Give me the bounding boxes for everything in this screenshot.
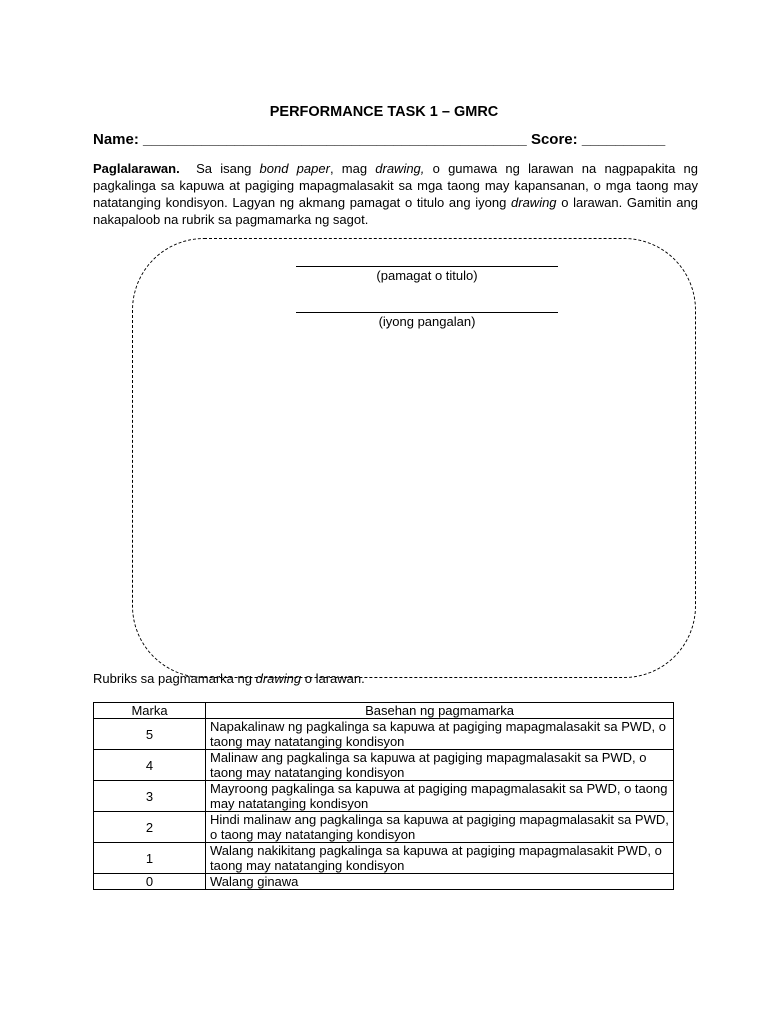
- criteria-cell: Hindi malinaw ang pagkalinga sa kapuwa at pagiging mapagmalasakit sa PWD, o taong may natatanging kondisyon: [206, 812, 674, 843]
- title-caption: (pamagat o titulo): [376, 268, 478, 283]
- name-label: Name:: [93, 131, 139, 148]
- page-title: PERFORMANCE TASK 1 – GMRC: [269, 104, 499, 120]
- criteria-cell: Napakalinaw ng pagkalinga sa kapuwa at pagiging mapagmalasakit sa PWD, o taong may natatanging kondisyon: [206, 719, 674, 750]
- name-score-line: [93, 131, 693, 148]
- name-signature-line: [296, 312, 558, 329]
- rubric-label-italic: drawing: [255, 671, 302, 686]
- instructions-lead: Paglalarawan.: [93, 161, 180, 176]
- instructions-italic-3: drawing: [511, 195, 557, 210]
- title-signature-line: [296, 266, 558, 283]
- rubric-label-end: o larawan.: [304, 671, 365, 686]
- criteria-cell: Walang ginawa: [206, 874, 674, 890]
- table-row: [94, 719, 674, 750]
- header-marka: Marka: [94, 703, 206, 719]
- criteria-cell: Walang nakikitang pagkalinga sa kapuwa at pagiging mapagmalasakit PWD, o taong may natatanging kondisyon: [206, 843, 674, 874]
- score-label: Score:: [530, 131, 578, 148]
- table-row: [94, 874, 674, 890]
- rubric-table: [93, 702, 674, 890]
- instructions-text-4: o larawan. Gamitin ang nakapaloob na rubrik sa pagmamarka ng sagot.: [93, 195, 698, 227]
- score-cell: 3: [94, 781, 206, 812]
- instructions-paragraph: [93, 160, 698, 228]
- score-cell: 4: [94, 750, 206, 781]
- table-header-row: [94, 703, 674, 719]
- criteria-cell: Mayroong pagkalinga sa kapuwa at pagiging mapagmalasakit sa PWD, o taong may natatanging kondisyon: [206, 781, 674, 812]
- name-caption: (iyong pangalan): [378, 314, 476, 329]
- table-row: [94, 781, 674, 812]
- header-basehan: Basehan ng pagmamarka: [206, 703, 674, 719]
- rubric-label-start: Rubriks sa pagmamarka ng: [93, 671, 252, 686]
- rubric-label: [93, 671, 365, 686]
- instructions-italic-1: bond paper: [259, 161, 330, 176]
- table-row: [94, 843, 674, 874]
- name-blank[interactable]: ______________________________________________: [143, 131, 527, 148]
- table-row: [94, 750, 674, 781]
- drawing-area-frame[interactable]: [132, 238, 696, 678]
- score-cell: 1: [94, 843, 206, 874]
- instructions-italic-2: drawing,: [375, 161, 425, 176]
- score-cell: 2: [94, 812, 206, 843]
- score-blank[interactable]: __________: [581, 131, 666, 148]
- score-cell: 0: [94, 874, 206, 890]
- table-row: [94, 812, 674, 843]
- score-cell: 5: [94, 719, 206, 750]
- criteria-cell: Malinaw ang pagkalinga sa kapuwa at pagiging mapagmalasakit sa PWD, o taong may natatanging kondisyon: [206, 750, 674, 781]
- instructions-text-3: o gumawa ng larawan na nagpapakita ng pagkalinga sa kapuwa at pagiging mapagmalasakit sa mga taong may kapansanan, o mga taong may natatanging kondisyon. Lagyan ng akmang pamagat o titulo ang iyong: [93, 161, 698, 210]
- instructions-text-1: Sa isang: [196, 161, 252, 176]
- instructions-text-2: , mag: [329, 161, 368, 176]
